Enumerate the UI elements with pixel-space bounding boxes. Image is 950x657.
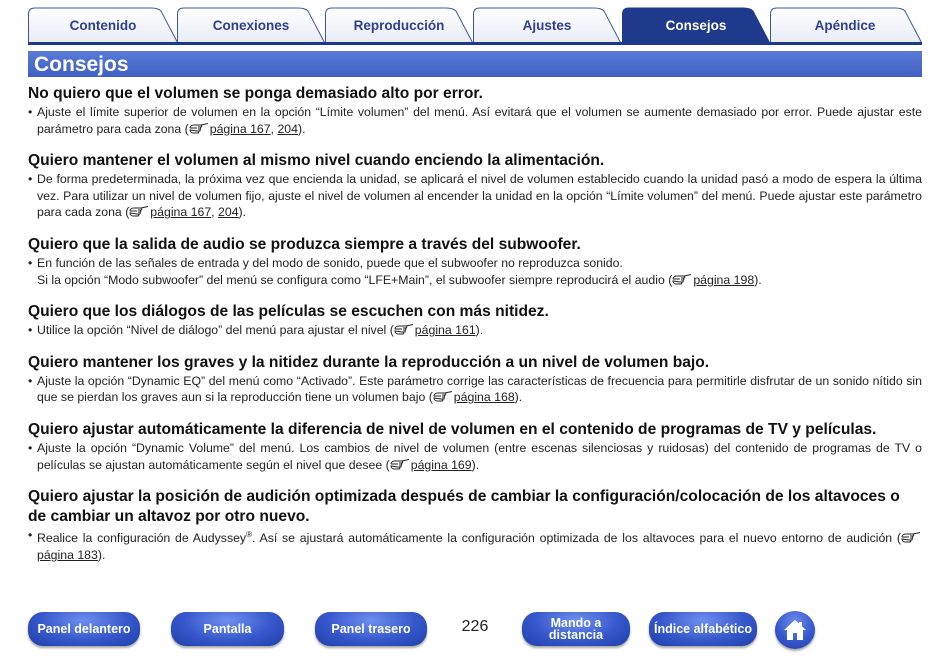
bullet: • — [28, 105, 33, 119]
home-icon — [782, 617, 808, 643]
tab-consejos[interactable]: Consejos — [665, 18, 727, 33]
page-link[interactable]: 204 — [277, 121, 298, 136]
tip-item — [28, 84, 922, 137]
tip-heading: Quiero que los diálogos de las películas se escuchen con más nitidez. — [28, 303, 549, 321]
bullet: • — [28, 323, 33, 338]
bullet: • — [28, 528, 33, 543]
tab-conexiones[interactable]: Conexiones — [212, 18, 290, 33]
tip-item — [28, 302, 922, 339]
hand-pointer-icon — [672, 273, 692, 285]
tip-heading: No quiero que el volumen se ponga demasiado alto por error. — [28, 85, 483, 102]
tip-heading: Quiero ajustar automáticamente la diferencia de nivel de volumen en el contenido de programas de TV y películas. — [28, 420, 877, 438]
hand-pointer-icon — [129, 205, 149, 217]
tip-item — [28, 487, 922, 563]
page-title-band — [28, 51, 922, 77]
tip-text: • Utilice la opción “Nivel de diálogo” del menú para ajustar el nivel ( página 161). — [28, 323, 484, 338]
tip-heading: Quiero que la salida de audio se produzca siempre a través del subwoofer. — [28, 235, 581, 253]
tip-text: • Realice la configuración de Audyssey®. Así se ajustará automáticamente la configuración optimizada de los altavoces para el nuevo entorno de audición (página 183). — [28, 527, 922, 563]
tip-text: • De forma predeterminada, la próxima vez que encienda la unidad, se aplicará el nivel de volumen establecido cuando la unidad pasó a modo de espera la última vez. Para utilizar un nivel de volumen fijo, ajuste el nivel de volumen al encender la unidad en la opción “Límite volumen” del menú. Puede ajustar este parámetro para cada zona ( página 167, 204). — [28, 172, 922, 220]
bullet: • — [28, 373, 33, 388]
home-button[interactable] — [775, 611, 815, 649]
page-link[interactable]: página 169 — [410, 457, 472, 472]
tip-item — [28, 235, 922, 288]
nav-button-pantalla[interactable]: Pantalla — [171, 612, 284, 646]
tab-bar — [28, 7, 922, 43]
tab-ajustes[interactable]: Ajustes — [522, 18, 572, 33]
nav-button-mando-a-distancia[interactable]: Mando a distancia — [522, 612, 630, 646]
tip-heading: Quiero ajustar la posición de audición optimizada después de cambiar la configuración/colocación de los altavoces o de cambiar un altavoz por otro nuevo. — [28, 488, 900, 526]
page-link[interactable]: página 161 — [414, 323, 476, 338]
bullet: • — [28, 172, 33, 187]
tip-heading: Quiero mantener los graves y la nitidez durante la reproducción a un nivel de volumen bajo. — [28, 353, 710, 371]
tip-item — [28, 353, 922, 406]
hand-pointer-icon — [433, 390, 453, 402]
nav-button-panel-trasero[interactable]: Panel trasero — [315, 612, 427, 646]
tip-text: • Ajuste el límite superior de volumen en la opción “Límite volumen” del menú. Así evitará que el volumen se aumente demasiado por error. Puede ajustar este parámetro para cada zona ( página 167, 204). — [28, 105, 922, 136]
hand-pointer-icon — [394, 323, 414, 335]
tip-heading: Quiero mantener el volumen al mismo nivel cuando enciendo la alimentación. — [28, 152, 605, 170]
nav-button-indice-alfabetico[interactable]: Índice alfabético — [649, 612, 757, 646]
page-link[interactable]: página 198 — [693, 272, 755, 287]
hand-pointer-icon — [189, 122, 209, 134]
tip-text: • En función de las señales de entrada y del modo de sonido, puede que el subwoofer no reproduzca sonido. Si la opción “Modo subwoofer” del menú se configura como “LFE+Main”, el subwoofer siempre reproducirá el audio ( página 198). — [28, 255, 762, 287]
tab-underline — [28, 42, 922, 45]
registered-mark: ® — [246, 530, 252, 540]
page-link[interactable]: página 167 — [209, 121, 271, 136]
page-number: 226 — [461, 618, 489, 635]
page-link[interactable]: página 168 — [453, 390, 515, 405]
page-link[interactable]: página 183 — [37, 547, 98, 562]
tip-text: • Ajuste la opción “Dynamic Volume” del menú. Los cambios de nivel de volumen (entre escenas silenciosas y ruidosas) del contenido de programas de TV o películas se ajustan automáticamente según el nivel que desee ( página 169). — [28, 440, 922, 472]
page-link[interactable]: página 167 — [150, 205, 212, 220]
page-link[interactable]: 204 — [218, 205, 239, 220]
tab-apendice[interactable]: Apéndice — [814, 18, 876, 33]
tab-contenido[interactable]: Contenido — [69, 18, 137, 33]
tab-reproduccion[interactable]: Reproducción — [353, 18, 445, 33]
tip-text: • Ajuste la opción “Dynamic EQ” del menú como “Activado”. Este parámetro corrige las características de frecuencia para permitirle disfrutar de un sonido nítido sin que se pierdan los graves aun si la reproducción tiene un volumen bajo ( página 168). — [28, 373, 922, 405]
bullet: • — [28, 255, 33, 270]
hand-pointer-icon — [390, 458, 410, 470]
page-title: Consejos — [34, 53, 129, 76]
tips-content — [28, 84, 922, 577]
nav-button-panel-delantero[interactable]: Panel delantero — [28, 612, 140, 646]
bullet: • — [28, 440, 33, 455]
tip-item — [28, 420, 922, 473]
tip-item — [28, 151, 922, 221]
hand-pointer-icon — [901, 531, 921, 543]
